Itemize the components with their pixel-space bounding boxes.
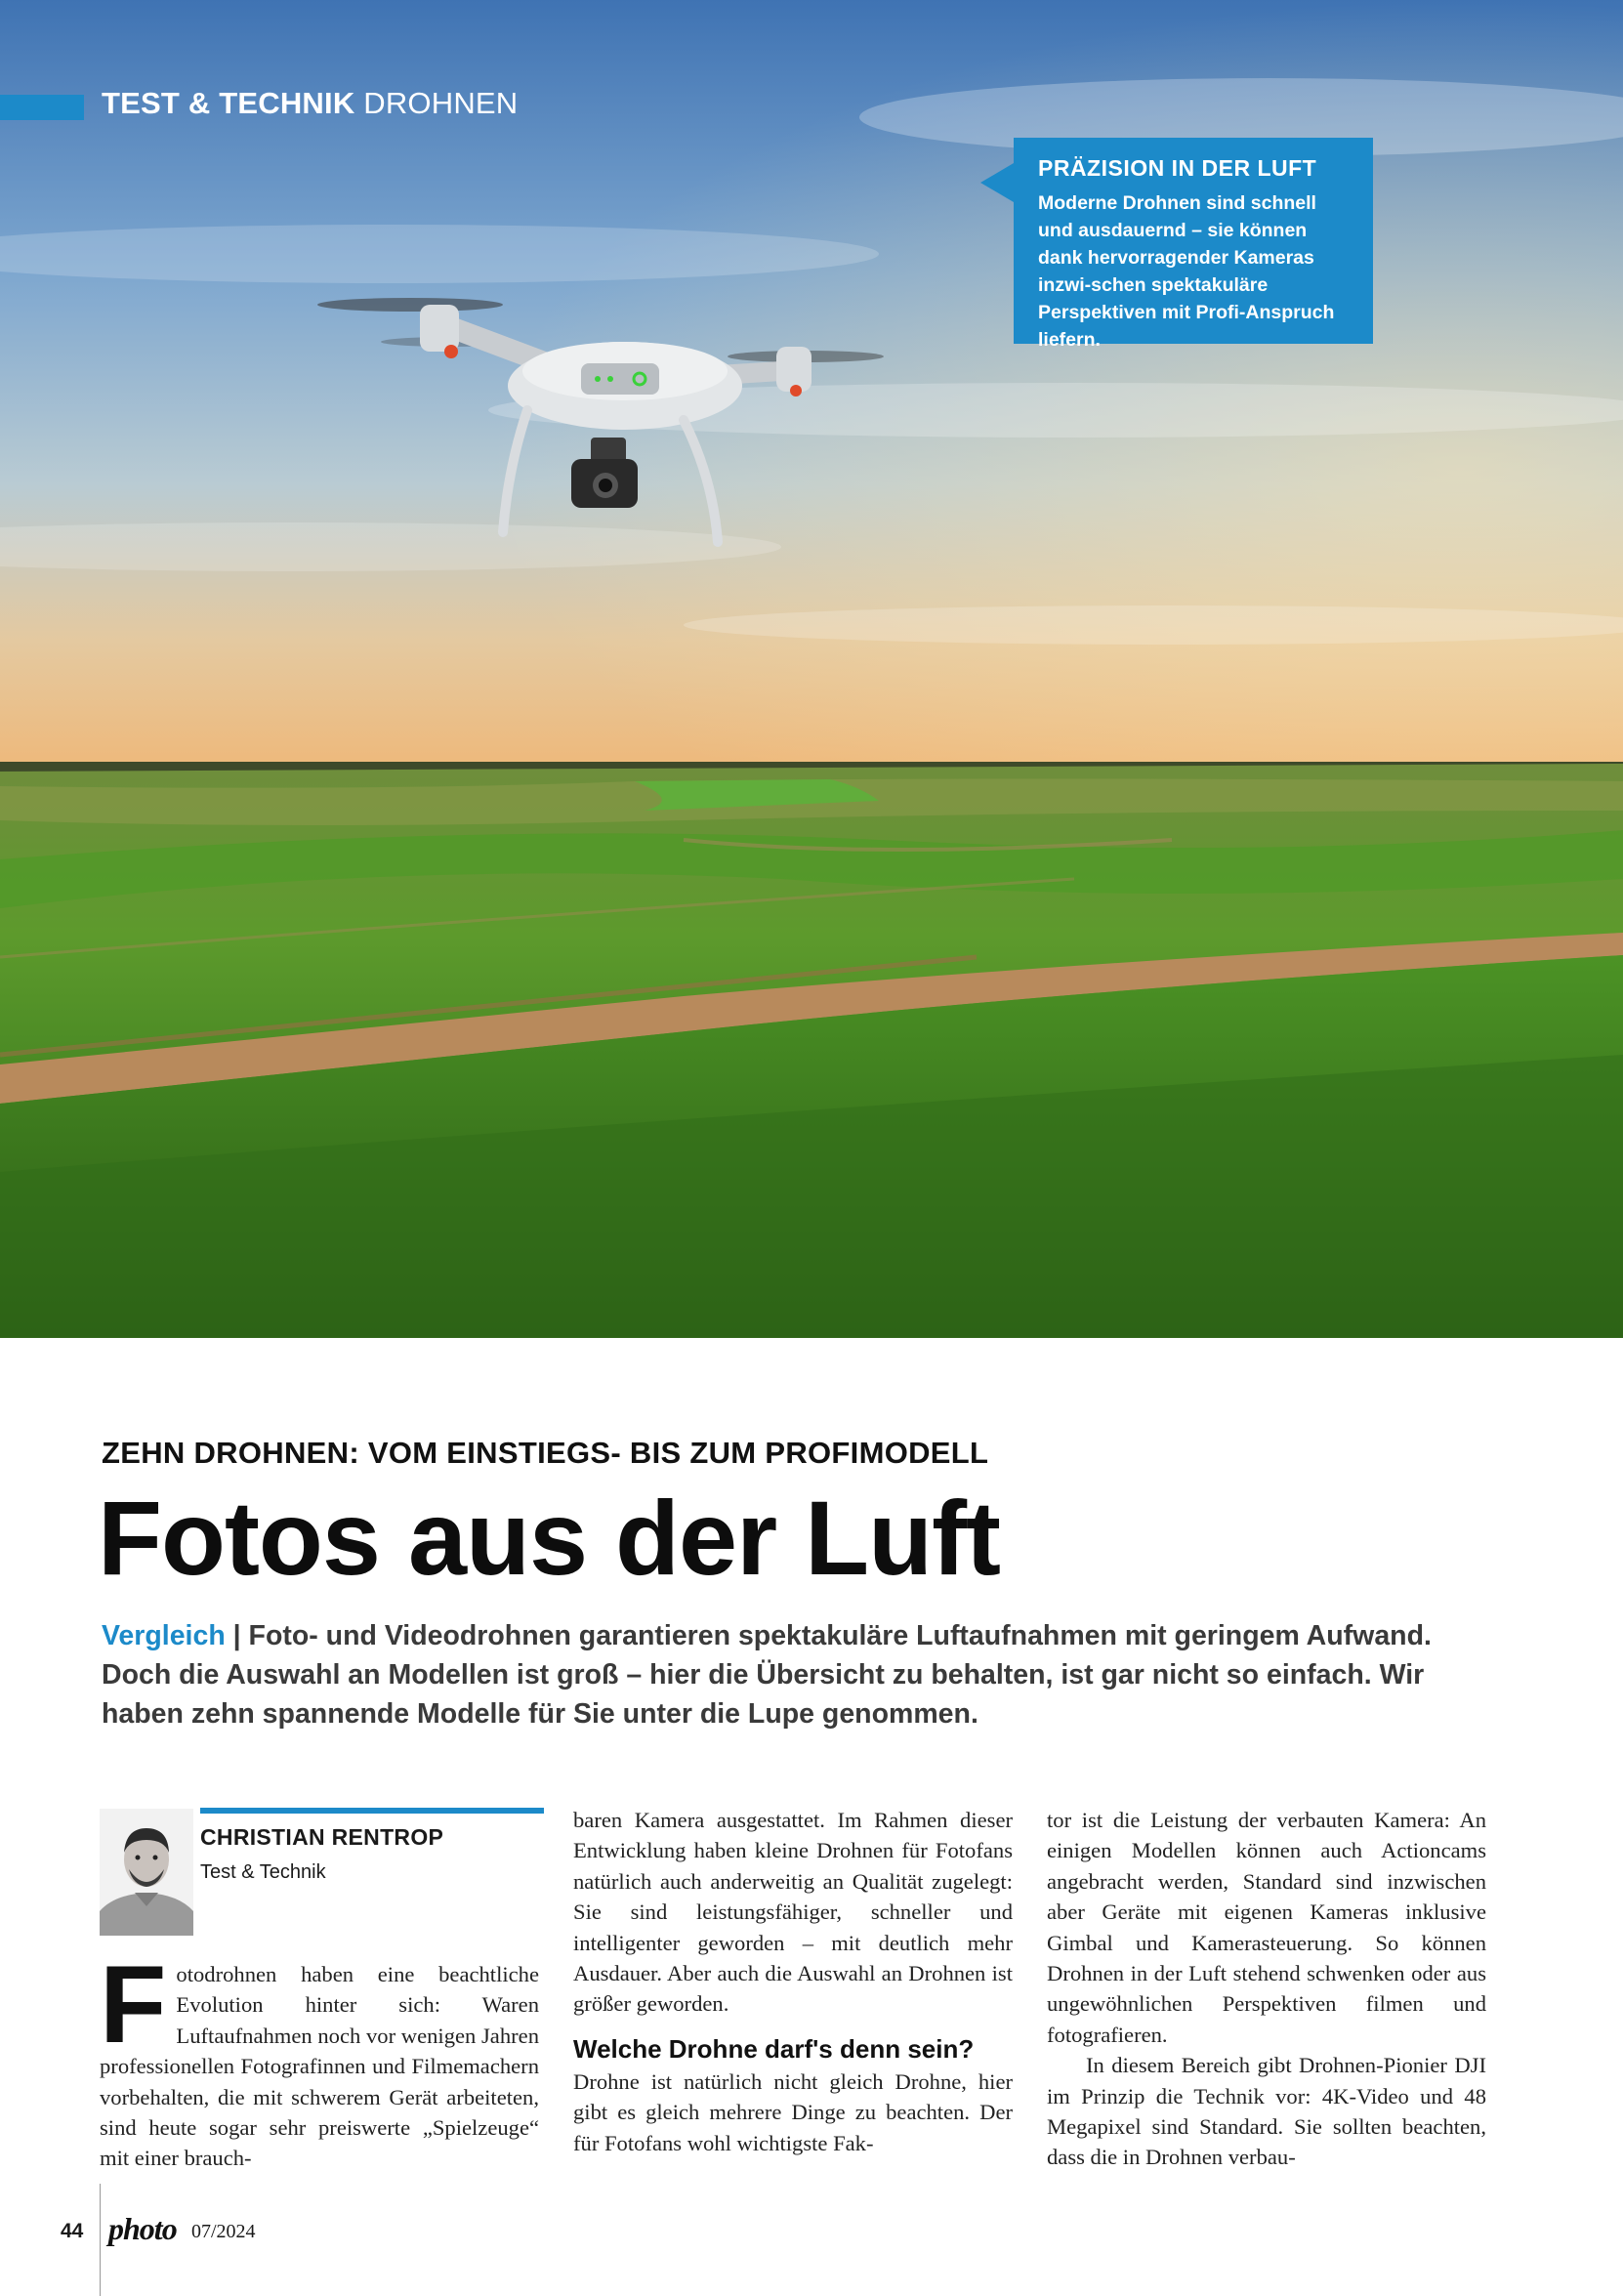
article-kicker: ZEHN DROHNEN: VOM EINSTIEGS- BIS ZUM PROFIMODELL	[102, 1436, 989, 1470]
drop-cap: F	[100, 1943, 167, 2066]
body-column-2	[573, 1805, 1013, 2158]
section-label-topic: DROHNEN	[363, 86, 519, 120]
body-subhead: Welche Drohne darf's denn sein?	[573, 2033, 975, 2064]
article-lead	[102, 1616, 1508, 1733]
author-name: CHRISTIAN RENTROP	[200, 1824, 444, 1850]
issue-number: 07/2024	[191, 2221, 256, 2242]
lead-text: | Foto- und Videodrohnen garantieren spektakuläre Luftaufnahmen mit geringem Aufwand. Doch die Auswahl an Modellen ist groß – hier die Übersicht zu behalten, ist gar nicht so einfach. Wir haben zehn spannende Modelle für Sie unter die Lupe genommen.	[102, 1620, 1432, 1730]
body-column-3	[1047, 1805, 1486, 2173]
footer-rule	[100, 2184, 101, 2296]
author-role: Test & Technik	[200, 1861, 326, 1883]
body-paragraph: baren Kamera ausgestattet. Im Rahmen dieser Entwicklung haben kleine Drohnen für Fotofans natürlich auch anderweitig an Qualität zugelegt: Sie sind leistungsfähiger, schneller und intelligenter geworden – mit deutlich mehr Ausdauer. Aber auch die Auswahl an Drohnen ist größer geworden.	[573, 1808, 1013, 2017]
body-column-1	[100, 1943, 539, 2174]
lead-tag: Vergleich	[102, 1620, 226, 1651]
body-paragraph: Drohne ist natürlich nicht gleich Drohne, hier gibt es gleich mehrere Dinge zu beachten. Der für Fotofans wohl wichtigste Fak-	[573, 2068, 1013, 2155]
magazine-logo: photo	[108, 2211, 177, 2246]
body-paragraph: In diesem Bereich gibt Drohnen-Pionier DJI im Prinzip die Technik vor: 4K-Video und 48 Megapixel sind Standard. Sie sollten beachten, dass die in Drohnen verbau-	[1047, 2053, 1486, 2170]
body-paragraph	[100, 1943, 539, 2174]
paragraph-text: otodrohnen haben eine beachtliche Evolution hinter sich: Waren Luftaufnahmen noch vor wenigen Jahren professionellen Fotografinnen und Filmemachern vorbehalten, die mit schwerem Gerät arbeiteten, sind heute sogar sehr preiswerte „Spielzeuge“ mit einer brauch-	[100, 1962, 539, 2171]
callout-text: Moderne Drohnen sind schnell und ausdauernd – sie können dank hervorragender Kameras inzwi-schen spektakuläre Perspektiven mit Profi-Anspruch liefern.	[1038, 192, 1335, 351]
callout-title: PRÄZISION IN DER LUFT	[1038, 155, 1317, 181]
author-avatar	[100, 1809, 193, 1936]
section-label	[102, 86, 518, 121]
section-label-main: TEST & TECHNIK	[102, 86, 355, 120]
author-rule	[200, 1808, 544, 1814]
section-flag	[0, 95, 84, 120]
body-paragraph: tor ist die Leistung der verbauten Kamera: An einigen Modellen können auch Actioncams angebracht werden, Standard sind inzwischen aber Geräte mit eigenen Kameras inklusive Gimbal und Kamerasteuerung. So können Drohnen in der Luft stehend schwenken oder aus ungewöhnlichen Perspektiven filmen und fotografieren.	[1047, 1808, 1486, 2047]
photo-caption-callout	[1014, 138, 1373, 351]
page-number: 44	[61, 2220, 84, 2242]
article-headline: Fotos aus der Luft	[98, 1479, 1000, 1597]
